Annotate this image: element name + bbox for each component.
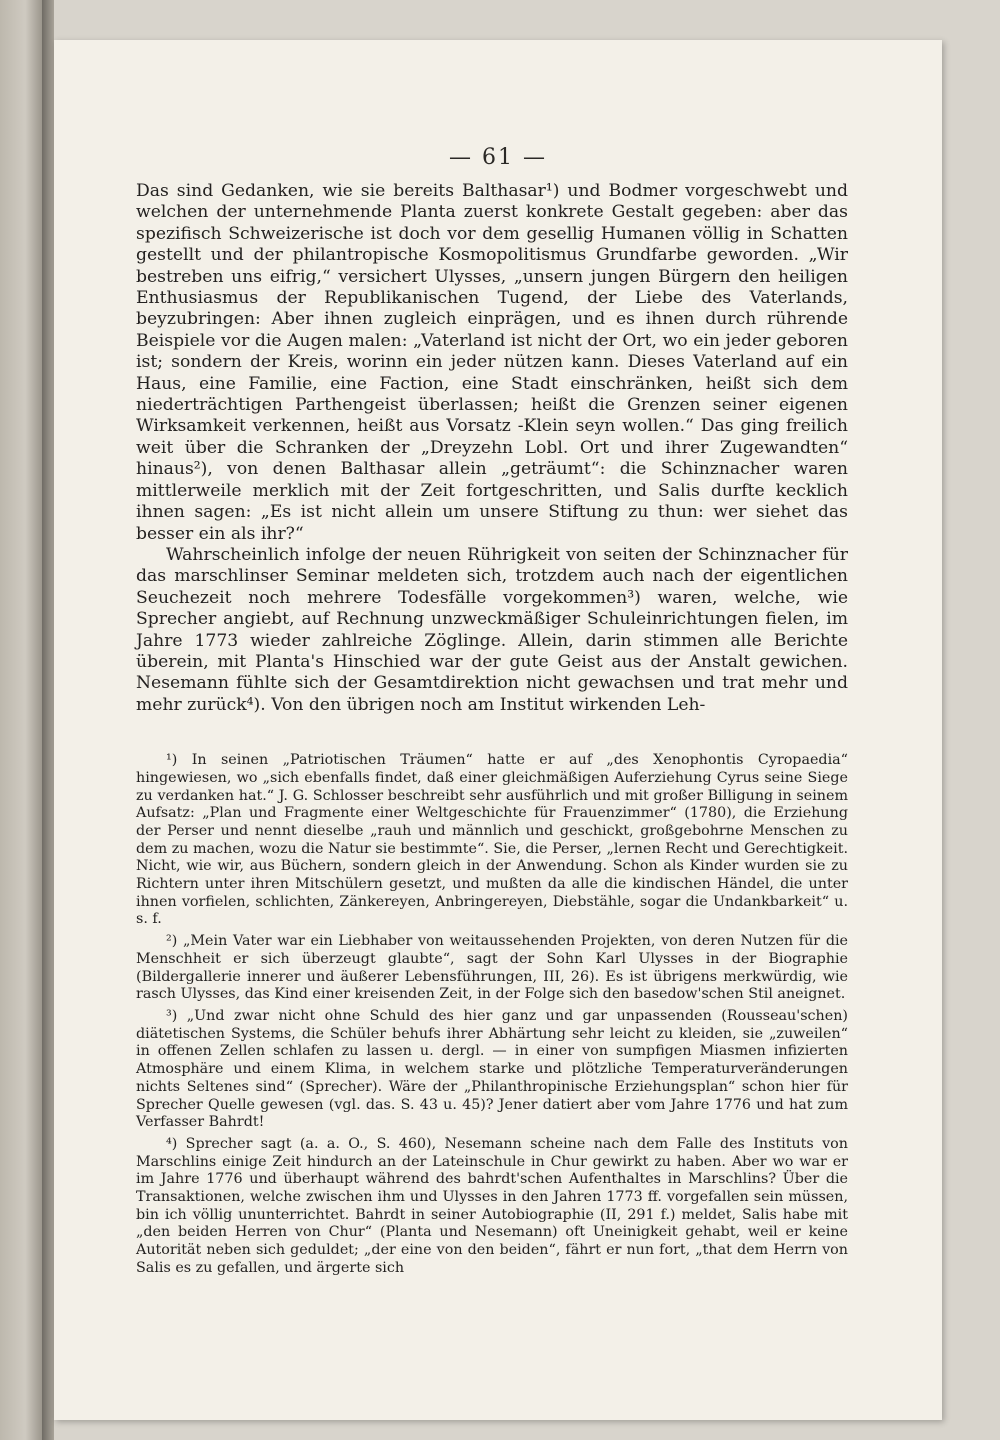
book-page — [54, 40, 942, 1420]
page-number: — 61 — — [449, 145, 547, 170]
footnote-separator — [136, 716, 848, 752]
paragraph-2: Wahrscheinlich infolge der neuen Rührigkeit von seiten der Schinznacher für das marschlinser Seminar meldeten sich, trotzdem auch nach der eigentlichen Seuchezeit noch mehrere Todesfälle vorgekommen³) waren, welche, wie Sprecher angiebt, auf Rechnung unzweckmäßiger Schuleinrichtungen fielen, im Jahre 1773 wieder zahlreiche Zöglinge. Allein, darin stimmen alle Berichte überein, mit Planta's Hinschied war der gute Geist aus der Anstalt gewichen. Nesemann fühlte sich der Gesamtdirektion nicht gewachsen und trat mehr und mehr zurück⁴). Von den übrigen noch am Institut wirkenden Leh- — [136, 544, 848, 715]
paragraph-1: Das sind Gedanken, wie sie bereits Balthasar¹) und Bodmer vorgeschwebt und welchen der unternehmende Planta zuerst konkrete Gestalt gegeben: aber das spezifisch Schweizerische ist doch vor dem gesellig Humanen völlig in Schatten gestellt und der philantropische Kosmopolitismus Grundfarbe geworden. „Wir bestreben uns eifrig,“ versichert Ulysses, „unsern jungen Bürgern den heiligen Enthusiasmus der Republikanischen Tugend, der Liebe des Vaterlands, beyzubringen: Aber ihnen zugleich einprägen, und es ihnen durch rührende Beispiele vor die Augen malen: „Vaterland ist nicht der Ort, wo ein jeder geboren ist; sondern der Kreis, worinn ein jeder nützen kann. Dieses Vaterland auf ein Haus, eine Familie, eine Faction, eine Stadt einschränken, heißt sich dem niederträchtigen Parthengeist überlassen; heißt die Grenzen seiner eigenen Wirksamkeit verkennen, heißt aus Vorsatz -Klein seyn wollen.“ Das ging freilich weit über die Schranken der „Dreyzehn Lobl. Ort und ihrer Zugewandten“ hinaus²), von denen Balthasar allein „geträumt“: die Schinznacher waren mittlerweile merklich mit der Zeit fortgeschritten, und Salis durfte kecklich ihnen sagen: „Es ist nicht allein um unsere Stiftung zu thun: wer siehet das besser ein als ihr?“ — [136, 181, 848, 544]
adjacent-page-edge — [0, 0, 42, 1440]
footnote-1: ¹) In seinen „Patriotischen Träumen“ hatte er auf „des Xenophontis Cyropaedia“ hingewiesen, wo „sich ebenfalls findet, daß einer gleichmäßigen Auferziehung Cyrus seine Siege zu verdanken hat.“ J. G. Schlosser beschreibt sehr ausführlich und mit großer Billigung in seinem Aufsatz: „Plan und Fragmente einer Weltgeschichte für Frauenzimmer“ (1780), die Erziehung der Perser und nennt dieselbe „rauh und männlich und geschickt, großgebohrne Menschen zu dem zu machen, wozu die Natur sie bestimmte“. Sie, die Perser, „lernen Recht und Gerechtigkeit. Nicht, wie wir, aus Büchern, sondern gleich in der Anwendung. Schon als Kinder wurden sie zu Richtern unter ihren Mitschülern gesetzt, und mußten da alle die kindischen Händel, die unter ihnen vorfielen, schlichten, Zänkereyen, Anbringereyen, Diebstähle, sogar die Undankbarkeit“ u. s. f. — [136, 752, 848, 928]
book-gutter-shadow — [42, 0, 54, 1440]
page-body — [136, 181, 848, 1282]
footnote-3: ³) „Und zwar nicht ohne Schuld des hier ganz und gar unpassenden (Rousseau'schen) diätetischen Systems, die Schüler behufs ihrer Abhärtung sehr leicht zu kleiden, sie „zuweilen“ in offenen Zellen schlafen zu lassen u. dergl. — in einer von sumpfigen Miasmen infizierten Atmosphäre und einem Klima, in welchem starke und plötzliche Temperaturveränderungen nichts Seltenes sind“ (Sprecher). Wäre der „Philanthropinische Erziehungsplan“ schon hier für Sprecher Quelle gewesen (vgl. das. S. 43 u. 45)? Jener datiert aber vom Jahre 1776 und hat zum Verfasser Bahrdt! — [136, 1008, 848, 1131]
footnote-4: ⁴) Sprecher sagt (a. a. O., S. 460), Nesemann scheine nach dem Falle des Instituts von Marschlins einige Zeit hindurch an der Lateinschule in Chur gewirkt zu haben. Aber wo war er im Jahre 1776 und überhaupt während des bahrdt'schen Aufenthaltes in Marschlins? Über die Transaktionen, welche zwischen ihm und Ulysses in den Jahren 1773 ff. vorgefallen sein müssen, bin ich völlig ununterrichtet. Bahrdt in seiner Autobiographie (II, 291 f.) meldet, Salis habe mit „den beiden Herren von Chur“ (Planta und Nesemann) oft Uneinigkeit gehabt, weil er keine Autorität neben sich geduldet; „der eine von den beiden“, fährt er nun fort, „that dem Herrn von Salis es zu gefallen, und ärgerte sich — [136, 1135, 848, 1276]
footnote-2: ²) „Mein Vater war ein Liebhaber von weitaussehenden Projekten, von deren Nutzen für die Menschheit er sich überzeugt glaubte“, sagt der Sohn Karl Ulysses in der Biographie (Bildergallerie innerer und äußerer Lebensführungen, III, 26). Es ist übrigens merkwürdig, wie rasch Ulysses, das Kind einer kreisenden Zeit, in der Folge sich den basedow'schen Stil aneignet. — [136, 933, 848, 1003]
